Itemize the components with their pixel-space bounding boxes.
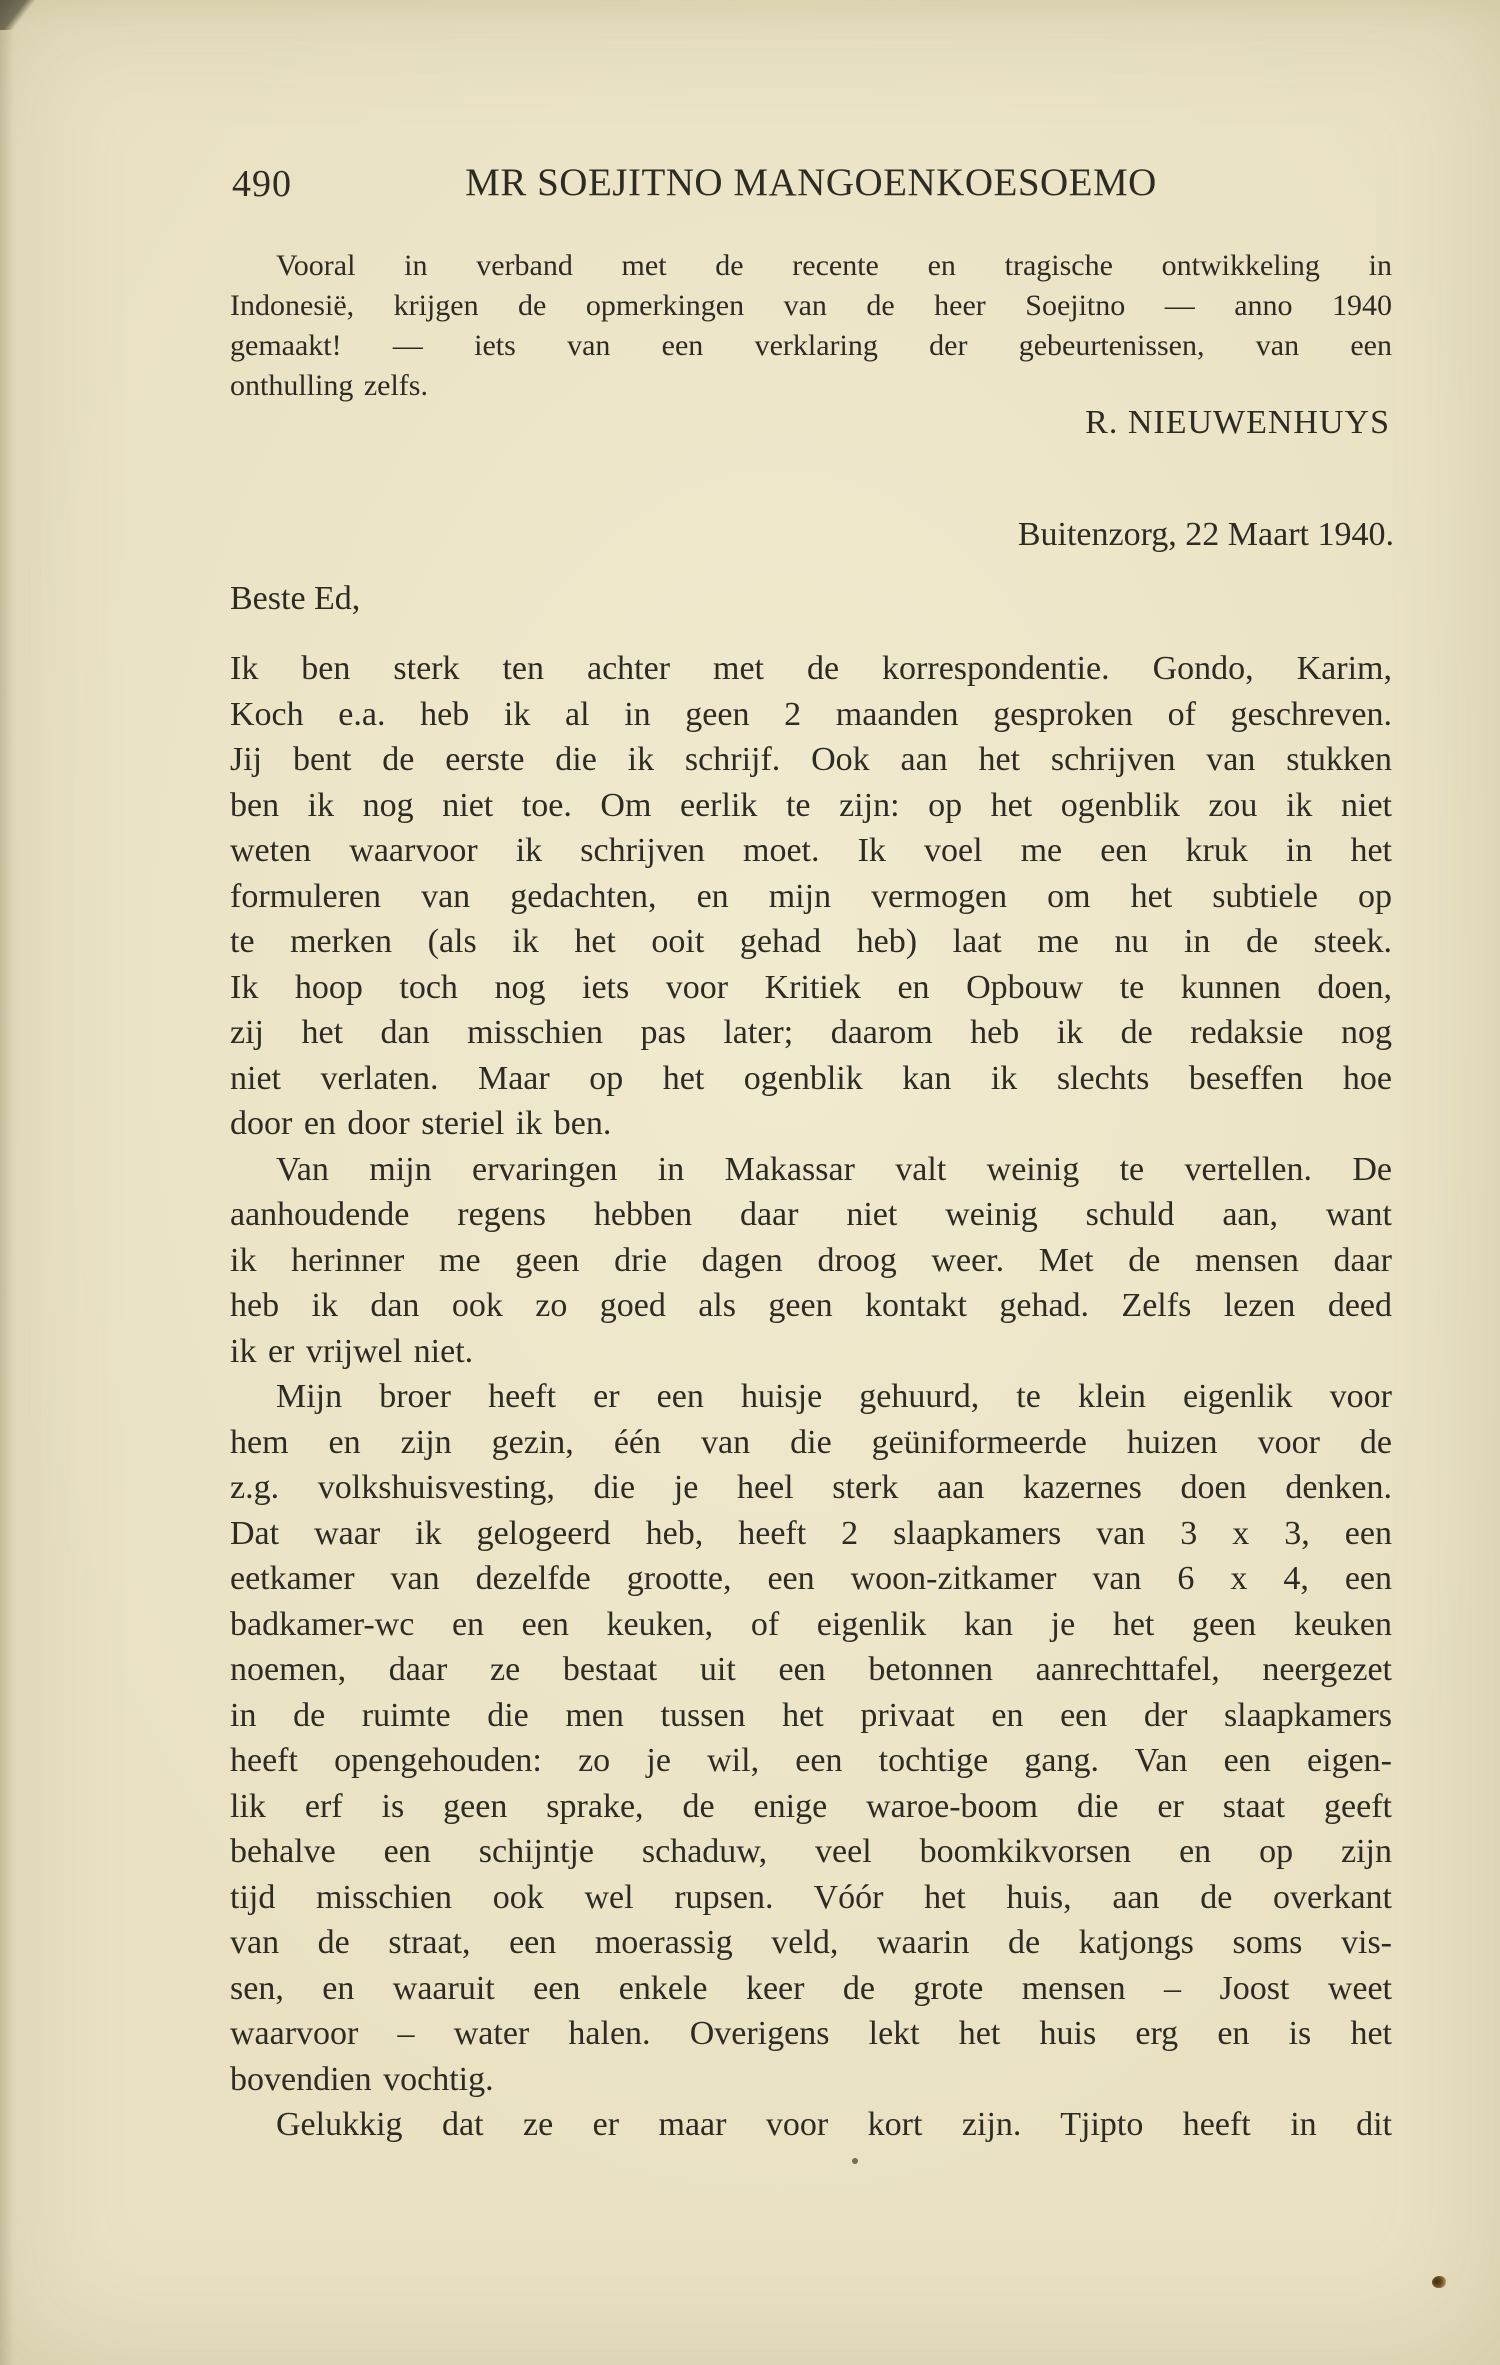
body-line: ben ik nog niet toe. Om eerlik te zijn: op het ogenblik zou ik niet [230, 786, 1392, 824]
body-line: behalve een schijntje schaduw, veel boomkikvorsen en op zijn [230, 1833, 1392, 1870]
body-line: Ik hoop toch nog iets voor Kritiek en Opbouw te kunnen doen, [230, 968, 1392, 1006]
body-line: noemen, daar ze bestaat uit een betonnen aanrechttafel, neergezet [230, 1651, 1392, 1688]
body-line: aanhoudende regens hebben daar niet weinig schuld aan, want [230, 1196, 1392, 1233]
intro-line: gemaakt! — iets van een verklaring der gebeurtenissen, van een [230, 329, 1392, 362]
page-number: 490 [232, 163, 292, 205]
body-line: Gelukkig dat ze er maar voor kort zijn. Tjipto heeft in dit [276, 2106, 1392, 2143]
letter-salutation: Beste Ed, [230, 580, 361, 617]
body-line: heeft opengehouden: zo je wil, een tochtige gang. Van een eigen- [230, 1742, 1392, 1779]
body-line: weten waarvoor ik schrijven moet. Ik voel me een kruk in het [230, 832, 1392, 869]
body-line: heb ik dan ook zo goed als geen kontakt gehad. Zelfs lezen deed [230, 1287, 1392, 1324]
body-line: badkamer-wc en een keuken, of eigenlik kan je het geen keuken [230, 1605, 1392, 1643]
editorial-intro-paragraph [230, 246, 1392, 406]
ink-dot-artifact [852, 2158, 858, 2164]
body-line: hem en zijn gezin, één van die geüniformeerde huizen voor de [230, 1423, 1392, 1461]
body-line: zij het dan misschien pas later; daarom heb ik de redaksie nog [230, 1014, 1392, 1051]
page-edge-shadow [0, 0, 14, 2365]
intro-line: Vooral in verband met de recente en tragische ontwikkeling in [276, 249, 1392, 282]
body-line: lik erf is geen sprake, de enige waroe-boom die er staat geeft [230, 1787, 1392, 1825]
body-line: van de straat, een moerassig veld, waarin de katjongs soms vis- [230, 1924, 1392, 1961]
page-header [230, 160, 1392, 204]
body-line: door en door steriel ik ben. [230, 1105, 612, 1142]
intro-line: onthulling zelfs. [230, 369, 428, 402]
body-line: ik herinner me geen drie dagen droog weer. Met de mensen daar [230, 1241, 1392, 1279]
paper-speck [1432, 2276, 1446, 2288]
body-line: z.g. volkshuisvesting, die je heel sterk aan kazernes doen denken. [230, 1469, 1392, 1506]
body-line: in de ruimte die men tussen het privaat en een der slaapkamers [230, 1696, 1392, 1734]
body-line: Ik ben sterk ten achter met de korrespondentie. Gondo, Karim, [230, 650, 1392, 687]
body-line: Koch e.a. heb ik al in geen 2 maanden gesproken of geschreven. [230, 695, 1392, 733]
body-line: te merken (als ik het ooit gehad heb) laat me nu in de steek. [230, 923, 1392, 960]
body-line: sen, en waaruit een enkele keer de grote mensen – Joost weet [230, 1969, 1392, 2007]
body-line: bovendien vochtig. [230, 2060, 494, 2098]
body-line: Van mijn ervaringen in Makassar valt weinig te vertellen. De [276, 1150, 1392, 1188]
letter-body [230, 646, 1392, 2148]
body-line: Dat waar ik gelogeerd heb, heeft 2 slaapkamers van 3 x 3, een [230, 1514, 1392, 1552]
body-line: eetkamer van dezelfde grootte, een woon-zitkamer van 6 x 4, een [230, 1560, 1392, 1597]
body-line: waarvoor – water halen. Overigens lekt het huis erg en is het [230, 2015, 1392, 2052]
body-line: Mijn broer heeft er een huisje gehuurd, te klein eigenlik voor [276, 1378, 1392, 1415]
body-line: ik er vrijwel niet. [230, 1332, 474, 1370]
letter-dateline: Buitenzorg, 22 Maart 1940. [1017, 516, 1394, 553]
editor-signature: R. NIEUWENHUYS [1085, 404, 1390, 441]
body-line: niet verlaten. Maar op het ogenblik kan ik slechts beseffen hoe [230, 1059, 1392, 1097]
body-line: Jij bent de eerste die ik schrijf. Ook aan het schrijven van stukken [230, 741, 1392, 778]
intro-line: Indonesië, krijgen de opmerkingen van de heer Soejitno — anno 1940 [230, 289, 1392, 322]
running-title: MR SOEJITNO MANGOENKOESOEMO [465, 161, 1157, 204]
body-line: formuleren van gedachten, en mijn vermogen om het subtiele op [230, 877, 1392, 915]
body-line: tijd misschien ook wel rupsen. Vóór het huis, aan de overkant [230, 1878, 1392, 1916]
